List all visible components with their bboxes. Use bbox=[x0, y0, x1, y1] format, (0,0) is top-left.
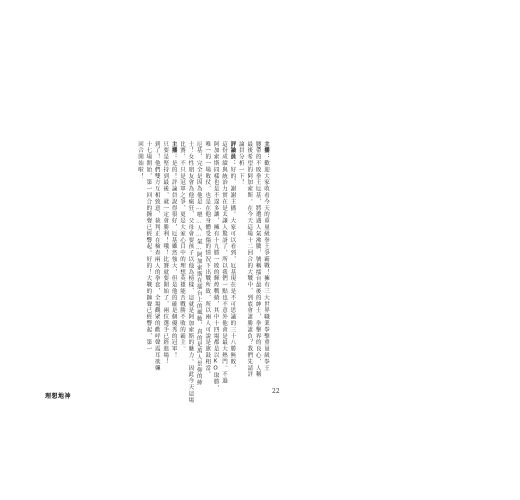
column-text: 士！女性朋友會為他瘋狂，父母會要孩子以他為榜樣，這就是阿加索斯的魅力。因此今天這場 bbox=[187, 141, 194, 404]
column-text: 歡迎大家收看今天的重量級拳王爭霸戰！擁有三大世界職業拳擊重量級拳王 bbox=[263, 160, 269, 372]
column-text: 十七場開始，第一回合的鐘聲已經響起。好的！大戰的鐘聲已經響起，第一 bbox=[145, 141, 152, 353]
text-column bbox=[203, 141, 210, 378]
column-text: 是的！評論員說得很好，厄基雖然強大，但是他的確是個優秀的冠軍！ bbox=[170, 160, 177, 359]
column-text: 阿加索斯同樣也是不遑多讓，擁有十九勝一敗的輝煌戰績，其中十四場都是以KO取勝， bbox=[212, 141, 219, 392]
column-text: 論員分析一下！ bbox=[237, 141, 244, 186]
column-text: 唯一的一場敗仗，也是在他身體受傷的情況下出戰所致，所以兩人可說是旗鼓相當。 bbox=[204, 141, 211, 378]
column-text: 這份成績與統治力實在是太讓人驚訝了，所以我們一點也不意外他會是最大熱門。不過 bbox=[221, 141, 227, 385]
text-column bbox=[237, 141, 244, 186]
text-column bbox=[144, 141, 151, 352]
column-text: 腰帶的不敗拳王厄基，將遭遇人氣沸騰，號稱擂台最後的紳士，拳擊界的良心，人稱 bbox=[254, 141, 261, 378]
speaker-label: 評論員： bbox=[229, 141, 236, 167]
text-column bbox=[153, 141, 160, 371]
column-text: 厄基，完全是因為他是…嗯…人…氣…阿加索斯在擂台上的風範，真的是萬人景仰的紳 bbox=[195, 141, 202, 387]
text-column bbox=[245, 141, 252, 378]
text-column bbox=[254, 141, 261, 378]
text-column bbox=[136, 141, 143, 179]
text-column bbox=[262, 141, 269, 371]
text-column bbox=[212, 141, 219, 392]
page-number: 22 bbox=[272, 388, 280, 395]
text-column bbox=[186, 141, 193, 403]
text-column bbox=[178, 141, 185, 352]
column-text: 回合開始啦！ bbox=[137, 141, 143, 180]
column-text: 好的，謝謝主播。大家可以看到，厄基現在是不可思議的三十八勝無敗， bbox=[229, 166, 236, 372]
speaker-label: 主播： bbox=[170, 141, 177, 161]
text-column bbox=[228, 141, 235, 371]
column-text: 比賽，不只是冠軍之爭，更是大家心目中的理想英雄能否戰勝不敗的霸主。 bbox=[179, 141, 185, 353]
footer-title: 理想地神 bbox=[45, 393, 72, 400]
column-text: 只要是堅持到最後，就一定會勝利！哦！比賽就要開始了，兩位選手已經進場！ bbox=[162, 141, 169, 365]
column-text: 最後希望的阿加索斯。在今天這場十二回合的大戰中，到底會誰勝誰負？我們先請評 bbox=[246, 141, 253, 378]
text-column bbox=[161, 141, 168, 365]
speaker-label: 主播： bbox=[263, 141, 269, 161]
text-column bbox=[170, 141, 177, 359]
text-column bbox=[220, 141, 227, 384]
column-text: 到了！他們雙方互相致意，裁判正在檢查兩人的拳套，全場觀眾的歡呼聲震耳欲聾 bbox=[153, 141, 160, 372]
text-column bbox=[195, 141, 202, 386]
